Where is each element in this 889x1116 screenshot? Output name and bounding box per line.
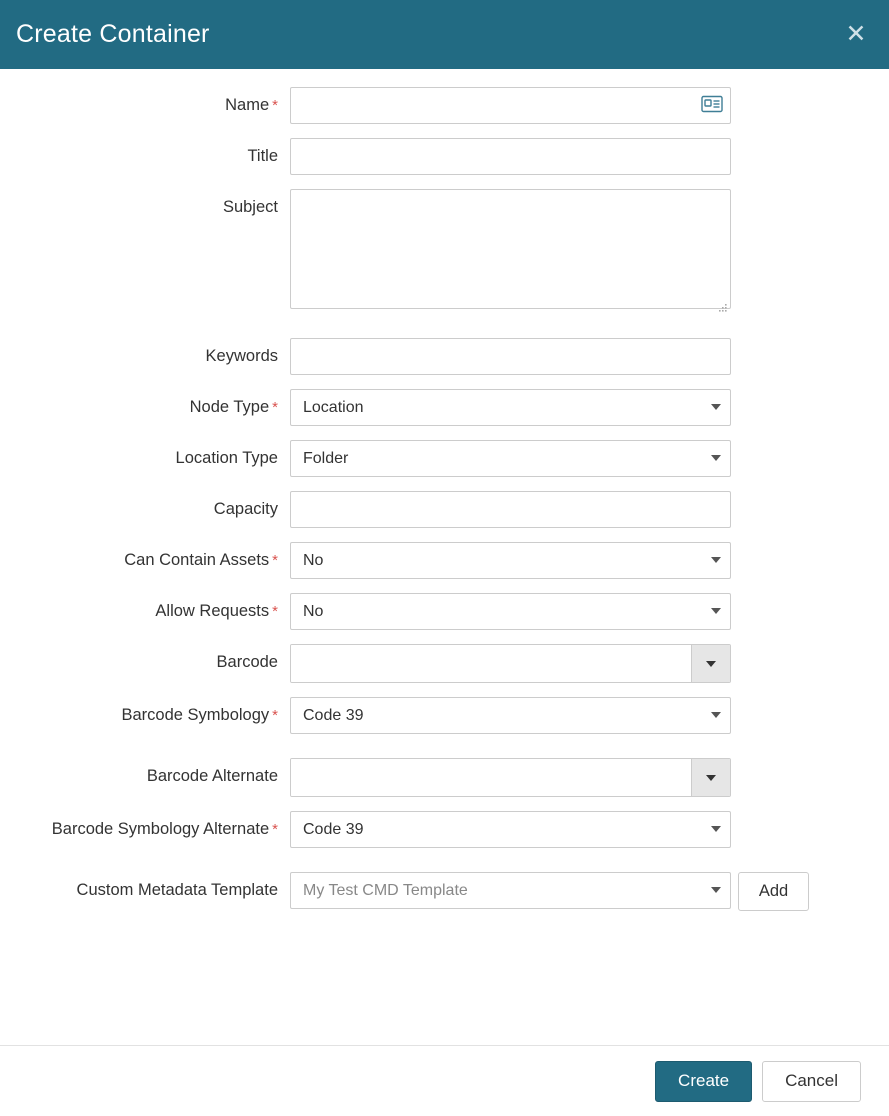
cancel-button[interactable]: Cancel [762, 1061, 861, 1102]
title-field-wrap [290, 138, 731, 175]
required-marker: * [272, 552, 278, 569]
label-name [0, 87, 290, 124]
field-row-location-type [0, 440, 889, 477]
label-barcode: Barcode [216, 653, 278, 671]
dialog-title: Create Container [16, 20, 210, 48]
keywords-input[interactable] [290, 338, 731, 375]
name-field-wrap [290, 87, 731, 124]
can-contain-assets-field-wrap [290, 542, 731, 579]
chevron-down-icon [706, 775, 716, 781]
label-node-type-text: Node Type [189, 398, 270, 416]
spacer [0, 328, 889, 338]
barcode-combo [290, 644, 731, 683]
keywords-field-wrap [290, 338, 731, 375]
label-custom-metadata-template: Custom Metadata Template [76, 881, 278, 899]
label-node-type [0, 389, 290, 426]
node-type-field-wrap [290, 389, 731, 426]
node-type-select[interactable] [290, 389, 731, 426]
location-type-select[interactable] [290, 440, 731, 477]
label-capacity: Capacity [213, 500, 278, 518]
capacity-field-wrap [290, 491, 731, 528]
label-can-contain-assets-text: Can Contain Assets [124, 551, 270, 569]
field-row-custom-metadata-template [0, 872, 889, 911]
field-row-barcode-alternate [0, 758, 889, 797]
capacity-input[interactable] [290, 491, 731, 528]
field-row-barcode-symbology-alternate [0, 811, 889, 848]
label-barcode-alternate: Barcode Alternate [146, 767, 278, 785]
location-type-field-wrap [290, 440, 731, 477]
field-row-allow-requests [0, 593, 889, 630]
label-can-contain-assets [0, 542, 290, 579]
field-row-node-type [0, 389, 889, 426]
field-row-capacity [0, 491, 889, 528]
label-keywords: Keywords [205, 347, 278, 365]
dialog-body [0, 69, 889, 1045]
barcode-symbology-alternate-select[interactable] [290, 811, 731, 848]
field-row-can-contain-assets [0, 542, 889, 579]
subject-textarea[interactable] [290, 189, 731, 309]
allow-requests-field-wrap [290, 593, 731, 630]
required-marker: * [272, 603, 278, 620]
barcode-symbology-select[interactable] [290, 697, 731, 734]
label-barcode-symbology-alternate-text: Barcode Symbology Alternate [51, 820, 270, 838]
barcode-alternate-dropdown-button[interactable] [691, 759, 730, 796]
required-marker: * [272, 821, 278, 838]
custom-metadata-template-field-wrap [290, 872, 731, 909]
field-row-barcode-symbology [0, 697, 889, 734]
barcode-dropdown-button[interactable] [691, 645, 730, 682]
label-subject: Subject [222, 198, 278, 216]
barcode-symbology-field-wrap [290, 697, 731, 734]
field-row-barcode [0, 644, 889, 683]
label-title: Title [247, 147, 278, 165]
barcode-alternate-combo [290, 758, 731, 797]
subject-field-wrap [290, 189, 731, 314]
field-row-keywords [0, 338, 889, 375]
spacer [0, 748, 889, 758]
chevron-down-icon [706, 661, 716, 667]
field-row-title [0, 138, 889, 175]
create-button[interactable]: Create [655, 1061, 752, 1102]
field-row-name [0, 87, 889, 124]
label-location-type: Location Type [175, 449, 278, 467]
allow-requests-select[interactable] [290, 593, 731, 630]
spacer [0, 862, 889, 872]
title-input[interactable] [290, 138, 731, 175]
required-marker: * [272, 707, 278, 724]
label-barcode-symbology-text: Barcode Symbology [121, 706, 270, 724]
add-template-button[interactable]: Add [738, 872, 809, 911]
name-input[interactable] [290, 87, 731, 124]
label-allow-requests-text: Allow Requests [155, 602, 270, 620]
barcode-input[interactable] [291, 645, 691, 682]
required-marker: * [272, 399, 278, 416]
dialog-header [0, 0, 889, 69]
close-icon[interactable]: ✕ [841, 20, 871, 50]
required-marker: * [272, 97, 278, 114]
barcode-symbology-alternate-field-wrap [290, 811, 731, 848]
field-row-subject [0, 189, 889, 314]
label-name-text: Name [225, 96, 270, 114]
dialog-footer [0, 1045, 889, 1116]
label-allow-requests [0, 593, 290, 630]
barcode-alternate-input[interactable] [291, 759, 691, 796]
label-barcode-symbology [0, 697, 290, 734]
custom-metadata-template-select[interactable] [290, 872, 731, 909]
label-barcode-symbology-alternate [0, 811, 290, 848]
can-contain-assets-select[interactable] [290, 542, 731, 579]
custom-metadata-template-group [290, 872, 809, 911]
